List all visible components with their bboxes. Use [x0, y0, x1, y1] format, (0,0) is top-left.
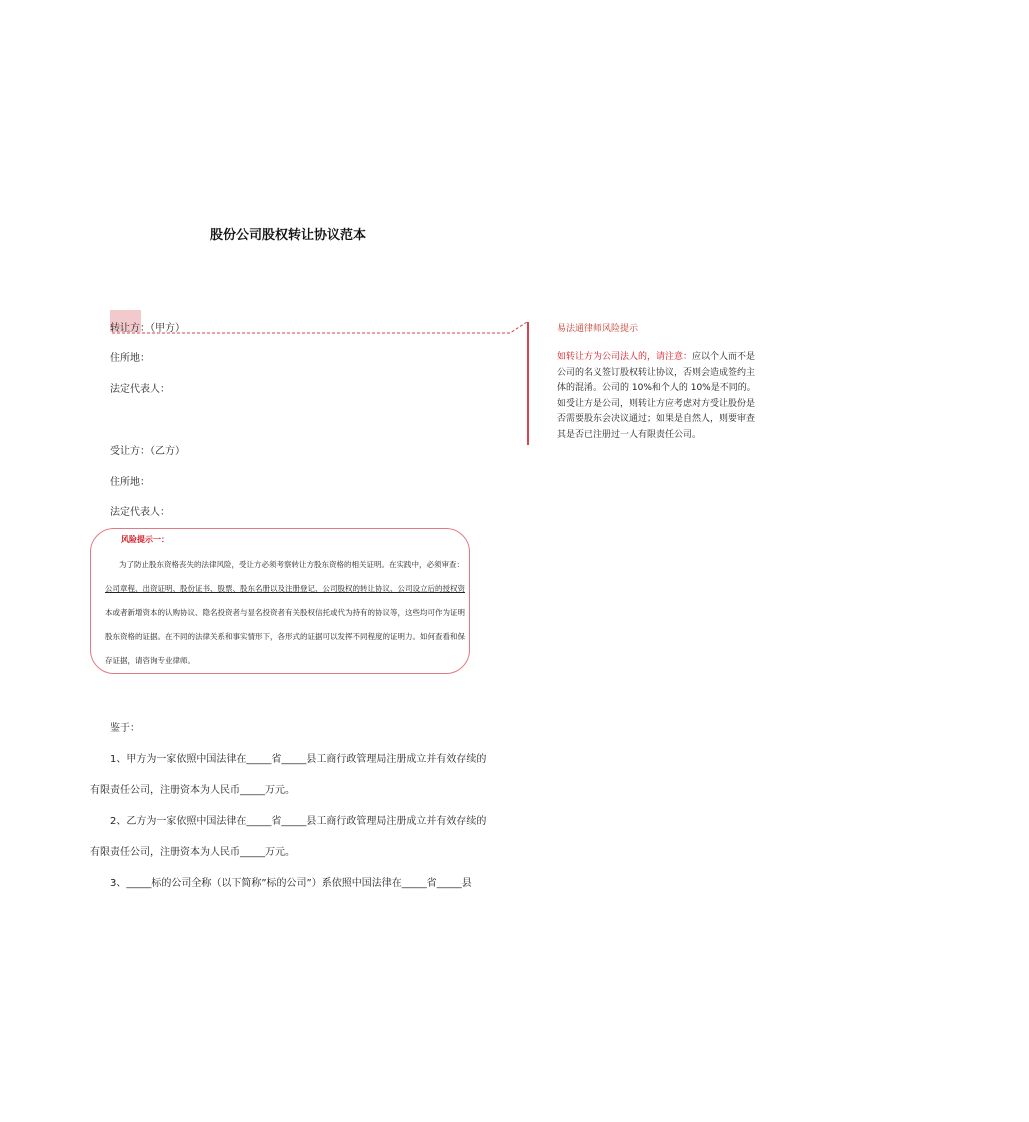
recital-line: 有限责任公司，注册资本为人民币_____万元。: [90, 847, 295, 858]
recital-line: 有限责任公司，注册资本为人民币_____万元。: [90, 785, 295, 796]
comment-body: [557, 350, 757, 443]
recital-line: 2、乙方为一家依照中国法律在_____省_____县工商行政管理局注册成立并有效存续的: [110, 816, 487, 827]
risk-tip-title: 风险提示一：: [121, 535, 169, 544]
comment-line: 如受让方是公司，则转让方应考虑对方受让股份是: [557, 398, 756, 409]
transferee-party-label: 受让方：（乙方）: [110, 446, 185, 457]
risk-tip-box: [90, 528, 470, 674]
risk-tip-line: 为了防止股东资格丧失的法律风险，受让方必须考察转让方股东资格的相关证明。在实践中，必须审查：: [119, 560, 464, 569]
transferee-legal-rep-label: 法定代表人：: [110, 507, 170, 518]
recitals-heading: 鉴于：: [110, 723, 140, 734]
comment-line: 公司的名义签订股权转让协议，否则会造成签约主: [557, 367, 756, 378]
comment-red-lead: 如转让方为公司法人的，请注意：: [557, 352, 693, 362]
recital-line: 1、甲方为一家依照中国法律在_____省_____县工商行政管理局注册成立并有效存续的: [110, 754, 487, 765]
risk-tip-line: 公司章程、出资证明、股份证书、股票、股东名册以及注册登记、公司股权的转让协议、公司设立后的授权资: [105, 584, 465, 593]
transferor-address-label: 住所地：: [110, 353, 150, 364]
risk-tip-line: 存证据，请咨询专业律师。: [105, 656, 195, 665]
comment-line: 体的混淆。公司的 10%和个人的 10%是不同的。: [557, 383, 756, 393]
document-title: 股份公司股权转让协议范本: [210, 228, 367, 243]
risk-tip-line: 股东资格的证据。在不同的法律关系和事实情形下，各形式的证据可以发挥不同程度的证明力。如何查看和保: [105, 632, 465, 641]
comment-line: 否需要股东会决议通过；如果是自然人，则要审查: [557, 414, 756, 424]
comment-line-1: [557, 350, 757, 366]
transferee-address-label: 住所地：: [110, 477, 150, 488]
recital-line: 3、_____标的公司全称（以下简称”标的公司”）系依照中国法律在_____省_____县: [110, 878, 472, 889]
transferor-party-label: 转让方：（甲方）: [110, 323, 185, 334]
comment-title: 易法通律师风险提示: [557, 324, 639, 334]
comment-marker-bar: [527, 322, 529, 445]
comment-line: 其是否已注册过一人有限责任公司。: [557, 429, 702, 440]
comment-line-text: 应以个人而不是: [692, 352, 756, 362]
risk-tip-line: 本或者新增资本的认购协议、隐名投资者与显名投资者有关股权信托或代为持有的协议等，这些均可作为证明: [105, 608, 465, 617]
transferor-legal-rep-label: 法定代表人：: [110, 384, 170, 395]
